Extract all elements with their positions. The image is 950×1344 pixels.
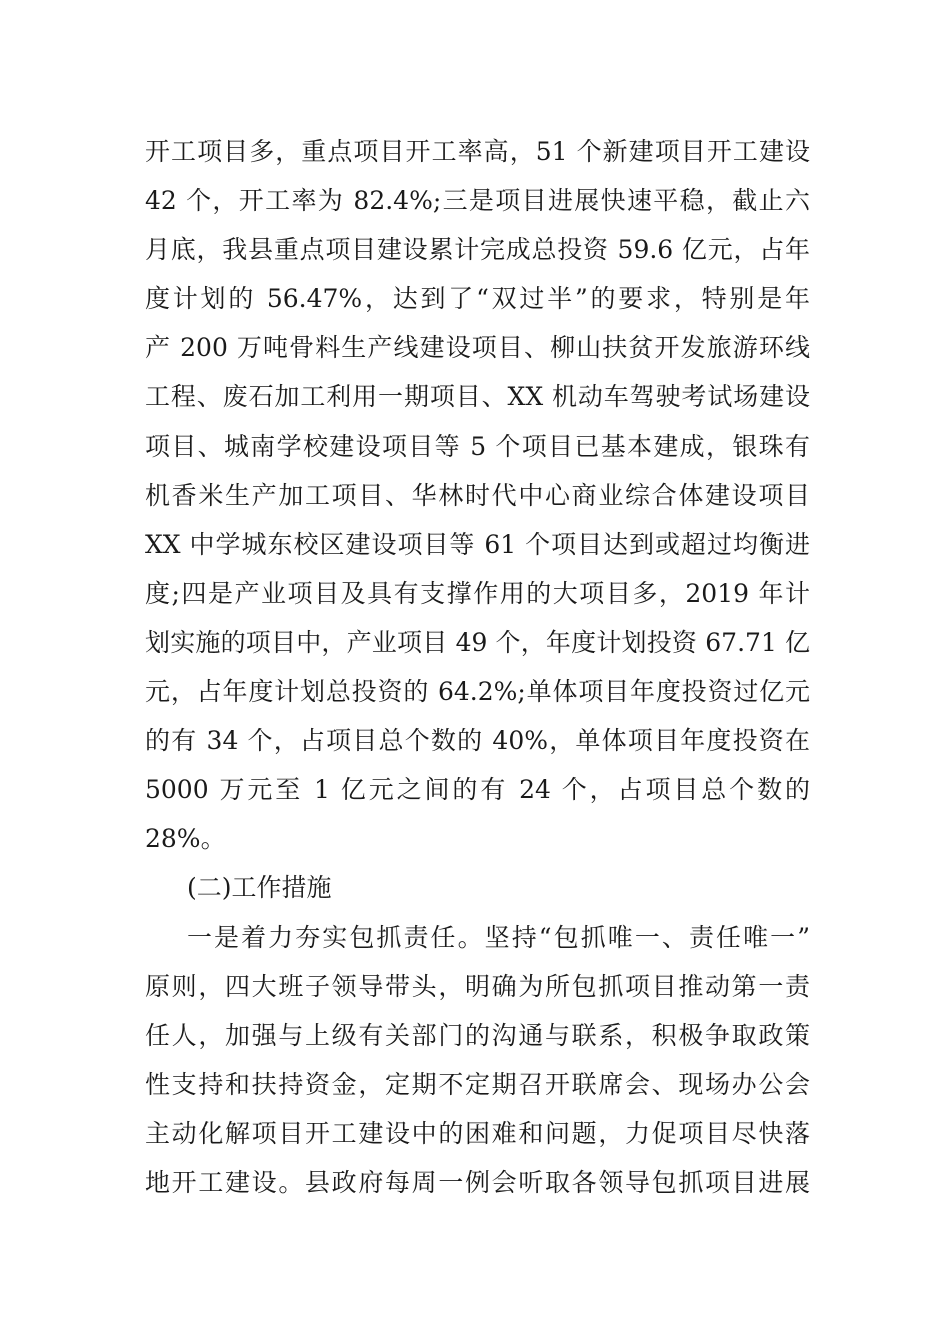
text-line: 5000 万元至 1 亿元之间的有 24 个，占项目总个数的 xyxy=(145,775,810,805)
text-line: 元，占年度计划总投资的 64.2%;单体项目年度投资过亿元 xyxy=(145,677,810,707)
text-line: 的有 34 个，占项目总个数的 40%，单体项目年度投资在 xyxy=(145,726,810,756)
text-line: 主动化解项目开工建设中的困难和问题，力促项目尽快落 xyxy=(145,1118,810,1148)
text-line: 开工项目多，重点项目开工率高，51 个新建项目开工建设 xyxy=(145,137,810,166)
text-line: XX 中学城东校区建设项目等 61 个项目达到或超过均衡进 xyxy=(145,529,810,559)
text-line: 度;四是产业项目及具有支撑作用的大项目多，2019 年计 xyxy=(145,578,810,608)
text-line: 一是着力夯实包抓责任。坚持“包抓唯一、责任唯一” xyxy=(187,922,810,952)
text-line: 42 个，开工率为 82.4%;三是项目进展快速平稳，截止六 xyxy=(145,186,810,216)
text-line: 机香米生产加工项目、华林时代中心商业综合体建设项目 xyxy=(145,480,810,510)
text-line: 任人，加强与上级有关部门的沟通与联系，积极争取政策 xyxy=(145,1020,810,1050)
text-line: 原则，四大班子领导带头，明确为所包抓项目推动第一责 xyxy=(145,971,810,1001)
text-line: 28%。 xyxy=(145,824,226,854)
text-line: 工程、废石加工利用一期项目、XX 机动车驾驶考试场建设 xyxy=(145,382,810,412)
text-line: 性支持和扶持资金，定期不定期召开联席会、现场办公会 xyxy=(145,1069,810,1099)
text-line: 产 200 万吨骨料生产线建设项目、柳山扶贫开发旅游环线 xyxy=(145,333,810,363)
text-line: 月底，我县重点项目建设累计完成总投资 59.6 亿元，占年 xyxy=(145,235,810,265)
text-line: 度计划的 56.47%，达到了“双过半”的要求，特别是年 xyxy=(145,284,810,314)
text-line: 地开工建设。县政府每周一例会听取各领导包抓项目进展 xyxy=(145,1167,810,1197)
text-line: 划实施的项目中，产业项目 49 个，年度计划投资 67.71 亿 xyxy=(145,627,810,657)
section-heading: (二)工作措施 xyxy=(187,873,332,903)
document-body xyxy=(145,127,810,1207)
text-line: 项目、城南学校建设项目等 5 个项目已基本建成，银珠有 xyxy=(145,431,810,461)
